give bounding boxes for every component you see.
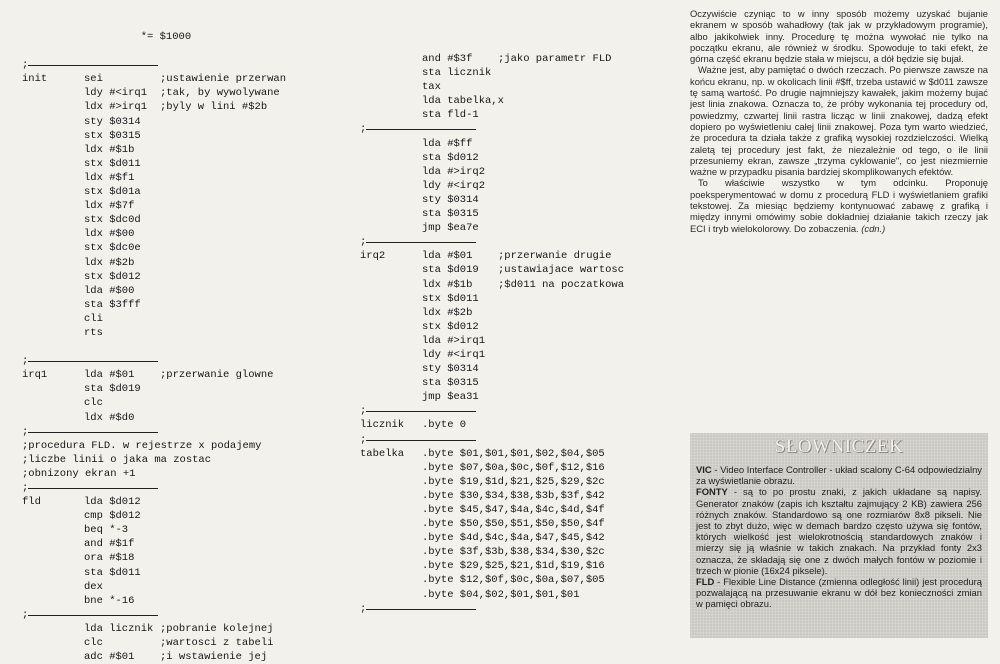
code-instruction: ldx #$d0	[84, 411, 135, 424]
code-line	[360, 278, 660, 292]
glossary-term: VIC	[696, 464, 712, 475]
code-comment: ;przerwanie glowne	[160, 369, 274, 382]
code-separator	[360, 235, 660, 249]
code-line	[22, 382, 342, 396]
code-line	[22, 636, 342, 650]
code-instruction: lda $d012	[84, 496, 141, 509]
code-instruction: sta $0315	[422, 377, 479, 390]
code-line	[22, 594, 342, 608]
code-instruction: stx $0315	[84, 129, 141, 142]
article-text	[690, 8, 988, 234]
glossary-box	[690, 433, 988, 638]
article-paragraph-3	[690, 177, 988, 233]
code-instruction: .byte $30,$34,$38,$3b,$3f,$42	[422, 489, 605, 502]
code-line	[360, 221, 660, 235]
code-line	[360, 390, 660, 404]
code-line	[360, 461, 660, 475]
code-line	[360, 517, 660, 531]
code-listing-right	[360, 52, 660, 616]
code-comment: ;przerwanie drugie	[498, 250, 612, 263]
code-label: irq2	[360, 250, 386, 263]
code-line	[22, 523, 342, 537]
code-instruction: ldy #<irq1	[84, 87, 148, 100]
code-line	[360, 447, 660, 461]
code-instruction: sty $0314	[84, 115, 141, 128]
article-paragraph-1: Oczywiście czyniąc to w inny sposób możemy uzyskać bujanie ekranem w sposób wahadłowy (tak jak w przykładowym programie), albo jakikolwiek inny. Procedurę tę można wywołać nie tylko na początku ekranu, ale również w środku. Spowoduje to taki efekt, że górna część ekranu będzie stała w miejscu, a dół będzie się bujał.	[690, 8, 988, 65]
glossary-entry-fld	[696, 576, 982, 610]
code-line	[22, 270, 342, 284]
code-separator	[360, 602, 660, 616]
glossary-entry-vic	[696, 464, 982, 486]
code-line	[360, 362, 660, 376]
code-instruction: dex	[84, 580, 103, 593]
code-label: ;procedura FLD. w rejestrze x podajemy	[22, 439, 262, 452]
code-instruction: sta $d011	[84, 566, 141, 579]
code-instruction: lda #$ff	[422, 137, 473, 150]
code-instruction: ldy #<irq2	[422, 179, 486, 192]
code-line	[22, 537, 342, 551]
code-instruction: sta $d019	[84, 383, 141, 396]
code-line	[22, 157, 342, 171]
code-label: licznik	[360, 419, 405, 432]
article-signature: (cdn.)	[861, 222, 886, 234]
code-instruction: rts	[84, 326, 103, 339]
code-line	[22, 100, 342, 114]
code-instruction: stx $dc0d	[84, 214, 141, 227]
code-instruction: stx $d012	[84, 270, 141, 283]
code-instruction: ldx #$7f	[84, 200, 135, 213]
code-instruction: and #$1f	[84, 538, 135, 551]
code-line	[360, 475, 660, 489]
code-line	[22, 495, 342, 509]
code-line	[22, 326, 342, 340]
code-line	[22, 143, 342, 157]
code-instruction: stx $d012	[422, 320, 479, 333]
code-instruction: ora #$18	[84, 552, 135, 565]
code-line	[360, 108, 660, 122]
code-instruction: lda #>irq2	[422, 165, 486, 178]
code-instruction: bne *-16	[84, 594, 135, 607]
code-instruction: lda licznik	[84, 622, 154, 635]
code-line	[360, 151, 660, 165]
code-comment: ;pobranie kolejnej	[160, 622, 274, 635]
code-line	[22, 467, 342, 481]
code-instruction: jmp $ea31	[422, 391, 479, 404]
code-instruction: ldx #$1b	[422, 278, 473, 291]
code-comment: ;wartosci z tabeli	[160, 637, 274, 650]
code-separator	[360, 122, 660, 136]
code-line	[360, 588, 660, 602]
code-line	[360, 573, 660, 587]
code-instruction: cli	[84, 312, 103, 325]
code-line	[360, 503, 660, 517]
article-paragraph-3-text: To właściwie wszystko w tym odcinku. Proponuję poeksperymentować w domu z procedurą FLD i wyświetlaniem grafiki tekstowej. Za miesiąc będziemy kontynuować zabawę z grafiką i między innymi omówimy sobie dokładniej działanie takich rzeczy jak ECI i tryb wielokolorowy. Do zobaczenia.	[690, 177, 988, 234]
code-label: fld	[22, 496, 41, 509]
article-paragraph-2: Ważne jest, aby pamiętać o dwóch rzeczach. Po pierwsze zawsze na końcu ekranu, np. w okolicach linii #$ff, trzeba ustawić w $d011 zawsze tę samą wartość. Po drugie najmniejszy kawałek, jakim możemy bujać jest linia znakowa. Oznacza to, że próby wykonania tej procedury od, powiedzmy, czwartej linii rastra licząc w linii znakowej, dadzą efekt dopiero po wyświetleniu całej linii znakowej. Poza tym warto wiedzieć, że procedura ta działa także z grafiką wysokiej rozdzielczości. Wielką zaletą tej procedury jest fakt, że niezależnie od tego, o ile linii przesuniemy ekran, zawsze „trzyma cyklowanie", co jest niezmiernie ważne w przypadku pisania bardziej skomplikowanych efektów.	[690, 64, 988, 178]
code-instruction: lda #>irq1	[422, 334, 486, 347]
code-instruction: tax	[422, 81, 441, 94]
code-instruction: .byte $50,$50,$51,$50,$50,$4f	[422, 518, 605, 531]
code-line	[22, 411, 342, 425]
glossary-title: SŁOWNICZEK	[774, 436, 904, 457]
code-instruction: .byte $4d,$4c,$4a,$47,$45,$42	[422, 532, 605, 545]
code-instruction: .byte 0	[422, 419, 467, 432]
code-instruction: ldx #$2b	[422, 306, 473, 319]
code-instruction: clc	[84, 397, 103, 410]
code-separator	[360, 404, 660, 418]
code-line	[360, 80, 660, 94]
code-separator	[22, 425, 342, 439]
code-line	[22, 396, 342, 410]
glossary-term: FONTY	[696, 486, 728, 498]
code-line	[22, 622, 342, 636]
code-instruction: lda #$01	[84, 369, 135, 382]
code-line	[22, 453, 342, 467]
glossary-definition: - Video Interface Controller - układ scalony C-64 odpowiedzialny za wyświetlanie obrazu.	[696, 464, 982, 487]
code-instruction: cmp $d012	[84, 510, 141, 523]
code-instruction: sty $0314	[422, 363, 479, 376]
code-line	[360, 263, 660, 277]
code-line	[22, 213, 342, 227]
code-instruction: ldy #<irq1	[422, 348, 486, 361]
code-line	[22, 284, 342, 298]
code-instruction: lda #$01	[422, 250, 473, 263]
code-line	[360, 306, 660, 320]
code-line	[22, 30, 342, 44]
code-line	[22, 199, 342, 213]
code-instruction: sta $d012	[422, 151, 479, 164]
code-line	[360, 531, 660, 545]
code-line	[360, 376, 660, 390]
code-line	[360, 292, 660, 306]
glossary-definition: - Flexible Line Distance (zmienna odległość linii) jest procedurą pozwalającą na przesuwanie ekranu w dół bez konieczności zmian w pamięci obrazu.	[696, 576, 982, 610]
code-instruction: stx $d01a	[84, 186, 141, 199]
code-line	[22, 185, 342, 199]
code-instruction: .byte $29,$25,$21,$1d,$19,$16	[422, 560, 605, 573]
code-comment: ;ustawiajace wartosc	[498, 264, 625, 277]
code-instruction: .byte $3f,$3b,$38,$34,$30,$2c	[422, 546, 605, 559]
code-line	[360, 320, 660, 334]
glossary-term: FLD	[696, 576, 715, 588]
code-separator	[22, 608, 342, 622]
code-instruction: ldx #$f1	[84, 171, 135, 184]
code-listing-left	[22, 30, 342, 664]
code-instruction: ldx #$2b	[84, 256, 135, 269]
code-instruction: and #$3f	[422, 53, 473, 65]
code-line	[22, 650, 342, 664]
code-line	[22, 439, 342, 453]
code-line	[22, 298, 342, 312]
code-instruction: stx $d011	[84, 157, 141, 170]
code-label: ;obnizony ekran +1	[22, 467, 136, 480]
code-line	[360, 559, 660, 573]
code-label: tabelka	[360, 447, 405, 460]
code-instruction: *= $1000	[84, 31, 192, 43]
code-line	[22, 72, 342, 86]
code-line	[22, 509, 342, 523]
code-comment: ;jako parametr FLD	[498, 53, 612, 65]
code-line	[360, 193, 660, 207]
code-blank-line	[22, 44, 342, 58]
code-instruction: ldx #$1b	[84, 143, 135, 156]
code-line	[22, 241, 342, 255]
code-line	[22, 86, 342, 100]
code-instruction: beq *-3	[84, 524, 129, 537]
code-instruction: sta fld-1	[422, 109, 479, 122]
code-separator	[360, 433, 660, 447]
code-label: irq1	[22, 369, 48, 382]
code-line	[360, 334, 660, 348]
code-instruction: .byte $01,$01,$01,$02,$04,$05	[422, 447, 605, 460]
code-instruction: .byte $04,$02,$01,$01,$01	[422, 588, 580, 601]
code-instruction: adc #$01	[84, 651, 135, 664]
code-line	[22, 551, 342, 565]
code-instruction: sta $3fff	[84, 298, 141, 311]
code-comment: ;byly w lini #$2b	[160, 101, 268, 114]
code-line	[360, 52, 660, 66]
code-instruction: .byte $19,$1d,$21,$25,$29,$2c	[422, 475, 605, 488]
code-instruction: .byte $12,$0f,$0c,$0a,$07,$05	[422, 574, 605, 587]
code-instruction: ldx #$00	[84, 228, 135, 241]
code-line	[22, 115, 342, 129]
code-instruction: sta $d019	[422, 264, 479, 277]
code-line	[360, 545, 660, 559]
code-line	[22, 256, 342, 270]
code-instruction: stx $dc0e	[84, 242, 141, 255]
code-instruction: clc	[84, 637, 103, 650]
code-line	[22, 566, 342, 580]
code-line	[22, 312, 342, 326]
code-line	[22, 171, 342, 185]
code-separator	[22, 481, 342, 495]
code-instruction: .byte $45,$47,$4a,$4c,$4d,$4f	[422, 504, 605, 516]
code-line	[360, 66, 660, 80]
code-line	[22, 227, 342, 241]
code-comment: ;tak, by wywolywane	[160, 87, 280, 100]
code-line	[360, 489, 660, 503]
glossary-definition: - są to po prostu znaki, z jakich układane są napisy. Generator znaków (zapis ich kształtu zajmujący 2 KB) zawiera 256 różnych znaków. Standardowo są one rozmiarów 8x8 pikseli. Nie jest to zbyt dużo, więc w demach bardzo często używa się fontów, których wielkość jest wielokrotnością standardowych znaków i mierzy się ją właśnie w takich znakach. Na przykład fonty 2x3 oznacza, że składają się one z dwóch małych fontów w poziomie i trzech w pionie (16x24 piksele).	[696, 486, 982, 576]
code-comment: ;$d011 na poczatkowa	[498, 278, 625, 291]
glossary-entry-fonty	[696, 486, 982, 576]
code-line	[360, 179, 660, 193]
code-label: ;liczbe linii o jaka ma zostac	[22, 453, 212, 466]
code-instruction: stx $d011	[422, 292, 479, 305]
code-line	[22, 580, 342, 594]
code-instruction: lda #$00	[84, 284, 135, 297]
code-line	[360, 249, 660, 263]
code-blank-line	[22, 340, 342, 354]
code-separator	[22, 58, 342, 72]
code-comment: ;ustawienie przerwan	[160, 73, 287, 86]
code-instruction: sei	[84, 73, 103, 86]
code-line	[360, 348, 660, 362]
code-label: init	[22, 73, 48, 86]
code-comment: ;i wstawienie jej	[160, 651, 268, 664]
code-instruction: lda tabelka,x	[422, 95, 504, 108]
code-line	[360, 137, 660, 151]
code-line	[360, 207, 660, 221]
code-instruction: sty $0314	[422, 193, 479, 206]
code-line	[360, 165, 660, 179]
code-instruction: ldx #>irq1	[84, 101, 148, 114]
code-line	[360, 94, 660, 108]
code-instruction: jmp $ea7e	[422, 222, 479, 235]
code-line	[360, 418, 660, 432]
code-line	[22, 129, 342, 143]
code-instruction: sta $0315	[422, 208, 479, 221]
code-separator	[22, 354, 342, 368]
code-line	[22, 368, 342, 382]
code-instruction: sta licznik	[422, 67, 492, 80]
code-instruction: .byte $07,$0a,$0c,$0f,$12,$16	[422, 461, 605, 474]
